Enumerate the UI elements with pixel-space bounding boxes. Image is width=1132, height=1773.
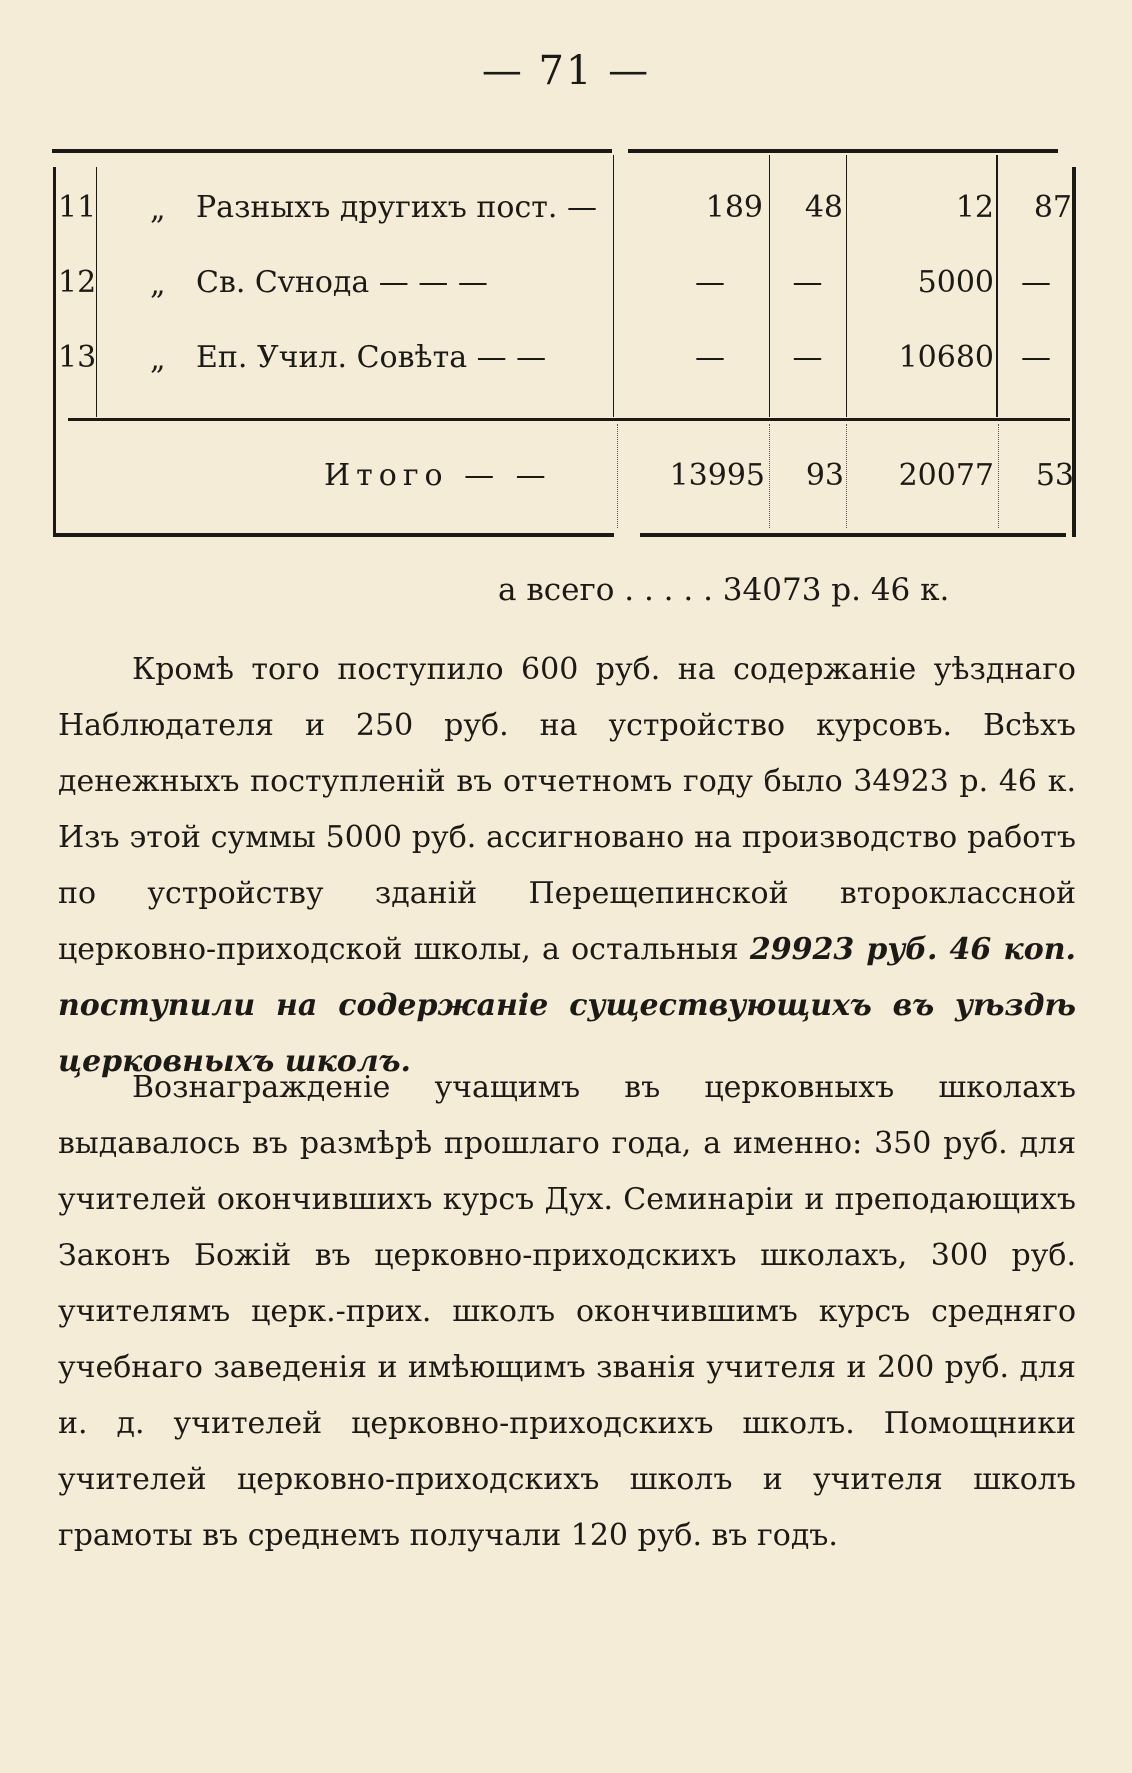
total-label: Итого — — xyxy=(324,458,552,493)
total-rub: 13995 xyxy=(669,458,765,493)
table-top-rule-right xyxy=(628,149,1058,153)
grand-total: а всего . . . . . 34073 р. 46 к. xyxy=(498,572,950,608)
paragraph-emphasis: 29923 руб. 46 коп. поступили на содержаніе существующихъ въ уѣздѣ церковныхъ школъ. xyxy=(58,932,1076,1079)
kop-cell: — xyxy=(1021,340,1051,375)
page-number: — 71 — xyxy=(481,48,651,94)
paragraph-salaries: Вознагражденіе учащимъ въ церковныхъ школахъ выдавалось въ размѣрѣ прошлаго года, а именно: 350 руб. для учителей окончившихъ курсъ Дух. Семинаріи и преподающихъ Законъ Божій въ церковно-приходскихъ школахъ, 300 руб. учителямъ церк.-прих. школъ окончившимъ курсъ средняго учебнаго заведенія и имѣющимъ званія учителя и 200 руб. для и. д. учителей церковно-приходскихъ школъ. Помощники учителей церковно-приходскихъ школъ и учителя школъ грамоты въ среднемъ получали 120 руб. въ годъ. xyxy=(58,1070,1076,1553)
rub-cell: 189 xyxy=(705,190,763,225)
table-top-rule-left xyxy=(52,149,612,153)
col-divider-2 xyxy=(769,155,770,417)
total-divider-3 xyxy=(846,424,847,528)
rub-cell: 5000 xyxy=(917,265,994,300)
rub-cell: — xyxy=(695,340,725,375)
table-mid-rule xyxy=(68,418,1070,421)
total-rub: 20077 xyxy=(898,458,994,493)
total-kop: 53 xyxy=(1035,458,1074,493)
paragraph-text: Кромѣ того поступило 600 руб. на содержаніе уѣзднаго Наблюдателя и 250 руб. на устройство курсовъ. Всѣхъ денежныхъ поступленій въ отчетномъ году было 34923 р. 46 к. Изъ этой суммы 5000 руб. ассигновано на производство работъ по устройству зданій Перещепинской второклассной церковно-приходской школы, а остальныя xyxy=(58,652,1076,967)
row-label: Св. Сvнода — — — xyxy=(196,265,488,300)
total-divider-2 xyxy=(769,424,770,528)
ditto-mark: „ xyxy=(150,267,166,302)
ditto-mark: „ xyxy=(150,342,166,377)
total-divider-1 xyxy=(617,424,618,528)
row-label: Разныхъ другихъ пост. — xyxy=(196,190,597,225)
kop-cell: — xyxy=(792,340,823,375)
row-number: 12 xyxy=(58,265,97,300)
table-left-border xyxy=(53,167,56,537)
row-label: Еп. Учил. Совѣта — — xyxy=(196,340,547,375)
rub-cell: 10680 xyxy=(898,340,994,375)
table-bottom-rule-right xyxy=(640,533,1066,537)
rub-cell: 12 xyxy=(955,190,994,225)
row-number: 11 xyxy=(58,190,97,225)
rub-cell: — xyxy=(695,265,725,300)
ditto-mark: „ xyxy=(150,192,166,227)
kop-cell: 87 xyxy=(1033,190,1072,225)
col-divider-3 xyxy=(846,155,847,417)
table-bottom-rule-left xyxy=(54,533,614,537)
kop-cell: — xyxy=(1021,265,1051,300)
row-number: 13 xyxy=(58,340,97,375)
col-divider-1 xyxy=(613,155,614,417)
total-kop: 93 xyxy=(805,458,844,493)
paragraph-receipts xyxy=(58,642,1076,1090)
total-divider-4 xyxy=(998,424,999,528)
kop-cell: — xyxy=(792,265,823,300)
col-divider-4 xyxy=(996,155,998,417)
finance-table xyxy=(0,0,1132,560)
kop-cell: 48 xyxy=(804,190,843,225)
